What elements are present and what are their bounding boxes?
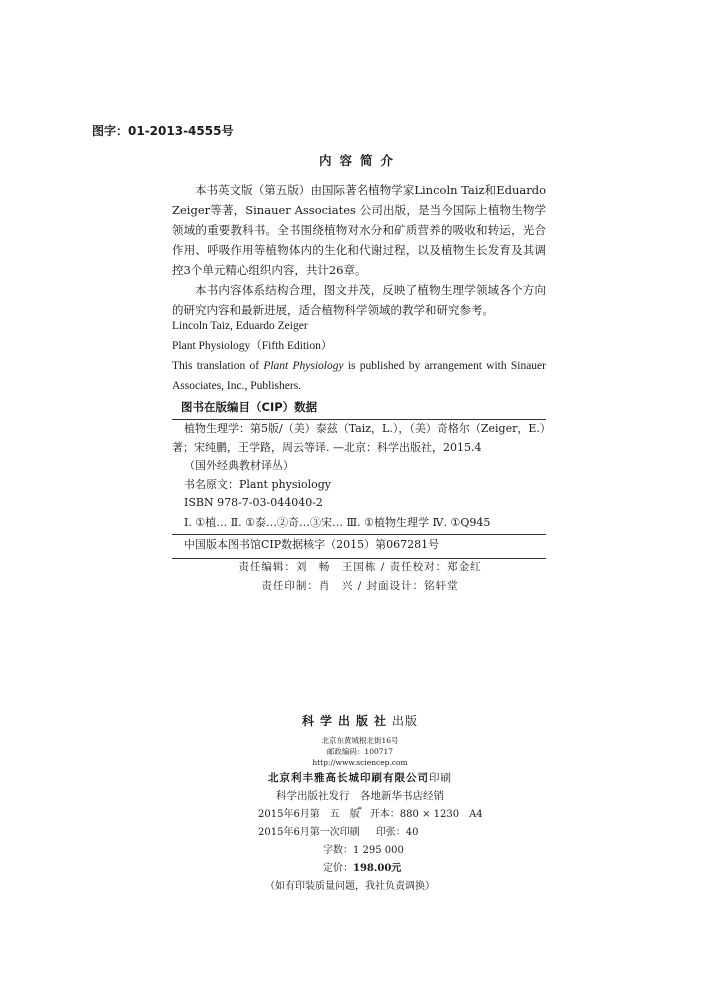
printer-name: 北京利丰雅高长城印刷有限公司印刷 [268,772,452,784]
price-line: 定价：198.00元 [323,863,402,874]
quality-notice: （如有印装质量问题，我社负责调换） [265,881,435,892]
publisher-name: 科学出版社出版 [301,714,419,728]
publisher-website: http://www.sciencep.com [312,758,408,767]
cip-middle-rule [172,534,546,535]
print-info [0,806,720,896]
original-title: Plant Physiology（Fifth Edition） [172,340,333,352]
original-authors: Lincoln Taiz, Eduardo Zeiger [172,320,308,332]
cip-isbn: ISBN 978-7-03-044040-2 [184,496,323,509]
summary-paragraph-1: 本书英文版（第五版）由国际著名植物学家Lincoln Taiz和Eduardo Zeiger等著，Sinauer Associates 公司出版，是当今国际上植物生物学领域的重要教科书。全书围绕植物对水分和矿质营养的吸收和转运，光合作用、呼吸作用等植物体内的生化和代谢过程，以及植物生长发育及其调控3个单元精心组织内容，共计26章。 [172,183,546,277]
word-count: 字数：1 295 000 [323,845,404,856]
cip-record [172,420,551,513]
staff-line-1: 责任编辑：刘 畅 王国栋 / 责任校对：郑金红 [238,561,482,573]
translation-notice-line2: Associates, Inc., Publishers. [172,380,302,392]
cip-series: （国外经典教材译丛） [184,459,294,472]
summary-heading: 内容简介 [318,153,401,168]
publisher-postcode: 邮政编码：100717 [326,747,394,756]
english-copyright-block [172,316,546,396]
distribution-line: 科学出版社发行 各地新华书店经销 [276,790,444,802]
edition-line: 2015年6月第 五 版 开本：880 × 1230 A4 [258,809,483,820]
cip-title: 图书在版编目（CIP）数据 [181,400,318,414]
staff-credits [0,558,720,596]
translation-notice: This translation of Plant Physiology is published by arrangement with Sinauer [172,360,546,372]
publisher-block [0,712,720,815]
cip-verification: 中国版本图书馆CIP数据核字（2015）第067281号 [184,538,440,551]
publisher-address: 北京东黄城根北街16号 [321,736,399,745]
printing-line: 2015年6月第一次印刷 印张：40 [258,827,419,838]
translation-book-title: Plant Physiology [263,360,344,372]
cip-line-2: 著；宋纯鹏，王学路，周云等译. —北京：科学出版社，2015.4 [172,440,482,454]
cip-line-1: 植物生理学：第5版/（美）泰兹（Taiz，L.），（美）奇格尔（Zeiger，E.） [184,422,551,435]
separator-star: * [358,805,362,814]
summary-section [172,180,546,320]
staff-line-2: 责任印制：肖 兴 / 封面设计：铭轩堂 [261,580,459,592]
contract-number: 图字：01-2013-4555号 [92,124,234,138]
summary-paragraph-2: 本书内容体系结构合理，图文并茂，反映了植物生理学领域各个方向的研究内容和最新进展，适合植物科学领域的教学和研究参考。 [172,283,546,317]
cip-original-title: 书名原文：Plant physiology [184,477,332,491]
cip-classification: Ⅰ. ①植… Ⅱ. ①泰…②奇…③宋… Ⅲ. ①植物生理学 Ⅳ. ①Q945 [184,516,491,529]
